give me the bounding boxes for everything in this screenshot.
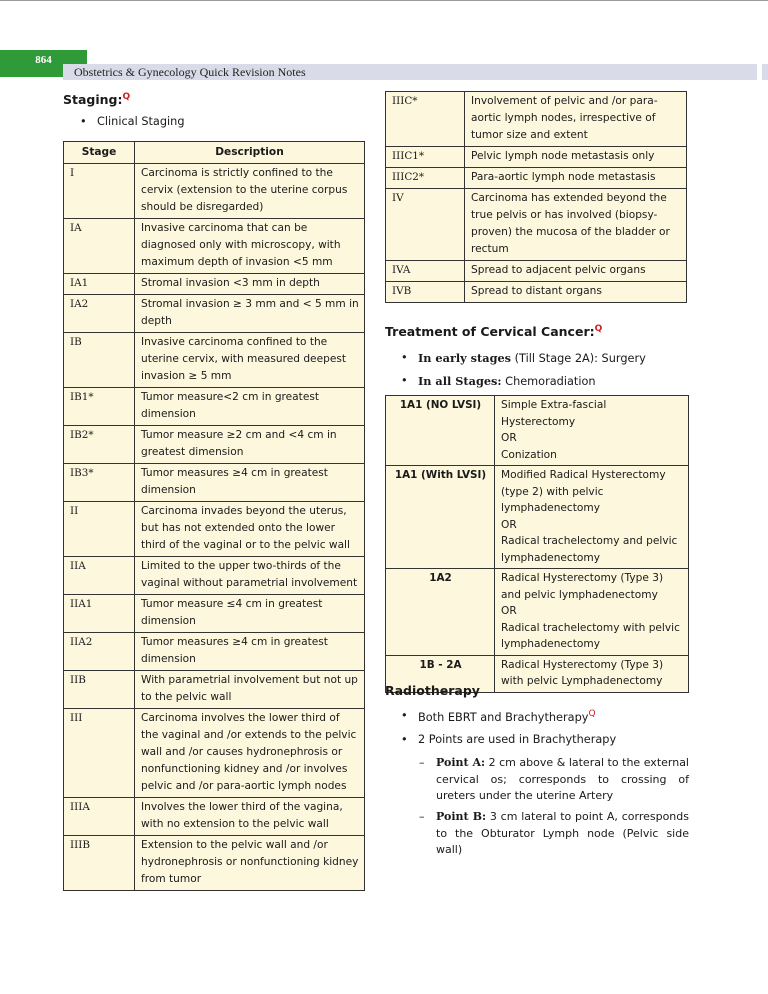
treatment-option-line: Modified Radical Hysterectomy (type 2) with pelvic lymphadenectomy — [501, 469, 666, 514]
treatment-option-cell — [495, 396, 689, 466]
stage-cell: IVA — [386, 261, 465, 282]
table-row — [64, 709, 365, 798]
table-row — [386, 466, 689, 569]
description-cell: With parametrial involvement but not up to the pelvic wall — [135, 671, 365, 709]
description-cell: Extension to the pelvic wall and /or hydronephrosis or nonfunctioning kidney from tumor — [135, 836, 365, 891]
description-cell: Spread to distant organs — [465, 282, 687, 303]
stage-cell: IVB — [386, 282, 465, 303]
stage-cell: IIB — [64, 671, 135, 709]
description-cell: Stromal invasion ≥ 3 mm and < 5 mm in depth — [135, 295, 365, 333]
table-row — [64, 164, 365, 219]
stage-cell: IIA — [64, 557, 135, 595]
clinical-staging-bullet: • Clinical Staging — [80, 115, 185, 128]
description-cell: Spread to adjacent pelvic organs — [465, 261, 687, 282]
treatment-table — [385, 395, 689, 693]
description-cell: Pelvic lymph node metastasis only — [465, 147, 687, 168]
treatment-option-cell — [495, 569, 689, 656]
stage-cell: IB1* — [64, 388, 135, 426]
stage-cell: IIIC2* — [386, 168, 465, 189]
table-row — [64, 595, 365, 633]
treatment-stage-cell: 1A1 (With LVSI) — [386, 466, 495, 569]
point-b: – Point B: 3 cm lateral to point A, corresponds to the Obturator Lymph node (Pelvic side wall) — [419, 810, 689, 856]
description-cell: Limited to the upper two-thirds of the vaginal without parametrial involvement — [135, 557, 365, 595]
treatment-heading: Treatment of Cervical Cancer:$^Q$ — [385, 324, 603, 340]
description-cell: Tumor measure ≥2 cm and <4 cm in greatest dimension — [135, 426, 365, 464]
description-cell: Involves the lower third of the vagina, with no extension to the pelvic wall — [135, 798, 365, 836]
treatment-stage-cell: 1A1 (NO LVSI) — [386, 396, 495, 466]
treatment-option-cell — [495, 466, 689, 569]
q-marker: Q — [122, 92, 131, 102]
treatment-option-line: Radical trachelectomy and pelvic lymphadenectomy — [501, 535, 678, 564]
description-cell: Tumor measures ≥4 cm in greatest dimension — [135, 464, 365, 502]
staging-table-continued — [385, 91, 687, 303]
col-header-stage: Stage — [64, 142, 135, 164]
stage-cell: IV — [386, 189, 465, 261]
description-cell: Stromal invasion <3 mm in depth — [135, 274, 365, 295]
treatment-option-line: OR — [501, 432, 517, 444]
description-cell: Involvement of pelvic and /or para-aortic lymph nodes, irrespective of tumor size and extent — [465, 92, 687, 147]
stage-cell: IIIB — [64, 836, 135, 891]
treatment-option-line: Simple Extra-fascial Hysterectomy — [501, 399, 607, 428]
stage-cell: IA2 — [64, 295, 135, 333]
table-row — [64, 388, 365, 426]
table-row — [64, 633, 365, 671]
stage-cell: IA1 — [64, 274, 135, 295]
table-row — [64, 836, 365, 891]
stage-cell: IA — [64, 219, 135, 274]
treatment-option-line: Radical trachelectomy with pelvic lymphadenectomy — [501, 621, 680, 650]
description-cell: Tumor measure<2 cm in greatest dimension — [135, 388, 365, 426]
treatment-stage-cell: 1B - 2A — [386, 655, 495, 692]
table-row — [386, 396, 689, 466]
description-cell: Tumor measure ≤4 cm in greatest dimension — [135, 595, 365, 633]
description-cell: Invasive carcinoma confined to the uterine cervix, with measured deepest invasion ≥ 5 mm — [135, 333, 365, 388]
table-row — [386, 147, 687, 168]
treatment-bullet-early: • In early stages (Till Stage 2A): Surgery — [401, 351, 646, 365]
table-row — [64, 671, 365, 709]
running-header: Obstetrics & Gynecology Quick Revision Notes — [63, 64, 757, 80]
treatment-option-line: OR — [501, 605, 517, 617]
stage-cell: IIIC* — [386, 92, 465, 147]
stage-cell: III — [64, 709, 135, 798]
treatment-stage-cell: 1A2 — [386, 569, 495, 656]
staging-table — [63, 141, 365, 891]
table-row — [64, 502, 365, 557]
header-band-end — [762, 64, 768, 80]
description-cell: Para-aortic lymph node metastasis — [465, 168, 687, 189]
description-cell: Carcinoma invades beyond the uterus, but has not extended onto the lower third of the vaginal or to the pelvic wall — [135, 502, 365, 557]
stage-cell: I — [64, 164, 135, 219]
treatment-bullet-all: • In all Stages: Chemoradiation — [401, 374, 596, 388]
table-header-row — [64, 142, 365, 164]
table-row — [386, 282, 687, 303]
staging-heading: Staging:$^Q$ — [63, 92, 131, 108]
stage-cell: IIIA — [64, 798, 135, 836]
description-cell: Tumor measures ≥4 cm in greatest dimension — [135, 633, 365, 671]
table-row — [386, 168, 687, 189]
description-cell: Invasive carcinoma that can be diagnosed only with microscopy, with maximum depth of invasion <5 mm — [135, 219, 365, 274]
q-marker: Q — [594, 324, 603, 334]
radiotherapy-bullet-2: • 2 Points are used in Brachytherapy — [401, 733, 617, 746]
description-cell: Carcinoma has extended beyond the true pelvis or has involved (biopsy-proven) the mucosa of the bladder or rectum — [465, 189, 687, 261]
table-row — [64, 557, 365, 595]
treatment-option-line: Radical Hysterectomy (Type 3) with pelvic Lymphadenectomy — [501, 658, 664, 687]
treatment-option-line: Conization — [501, 448, 557, 461]
table-row — [386, 261, 687, 282]
stage-cell: IIA2 — [64, 633, 135, 671]
description-cell: Carcinoma involves the lower third of the vaginal and /or extends to the pelvic wall and /or causes hydronephrosis or nonfunctioning kidney and /or involves pelvic and /or para-aortic lymph nodes — [135, 709, 365, 798]
table-row — [386, 92, 687, 147]
stage-cell: II — [64, 502, 135, 557]
treatment-option-line: OR — [501, 518, 517, 531]
radiotherapy-heading: Radiotherapy — [385, 683, 480, 698]
table-row — [64, 219, 365, 274]
table-row — [64, 295, 365, 333]
stage-cell: IB2* — [64, 426, 135, 464]
q-marker: Q — [588, 709, 596, 719]
stage-cell: IIA1 — [64, 595, 135, 633]
radiotherapy-bullet-1: • Both EBRT and Brachytherapy$^Q$ — [401, 709, 596, 724]
table-row — [64, 464, 365, 502]
treatment-option-cell — [495, 655, 689, 692]
treatment-option-line: Radical Hysterectomy (Type 3) and pelvic lymphadenectomy — [501, 572, 664, 601]
stage-cell: IIIC1* — [386, 147, 465, 168]
table-row — [386, 569, 689, 656]
col-header-description: Description — [135, 142, 365, 164]
top-rule — [0, 0, 768, 1]
table-row — [386, 189, 687, 261]
page-number: 864 — [0, 50, 87, 77]
table-row — [64, 426, 365, 464]
table-row — [64, 798, 365, 836]
point-a: – Point A: 2 cm above & lateral to the external cervical os; corresponds to crossing of ureters under the uterine Artery — [419, 756, 689, 802]
table-row — [64, 333, 365, 388]
stage-cell: IB — [64, 333, 135, 388]
stage-cell: IB3* — [64, 464, 135, 502]
table-row — [64, 274, 365, 295]
description-cell: Carcinoma is strictly confined to the cervix (extension to the uterine corpus should be disregarded) — [135, 164, 365, 219]
